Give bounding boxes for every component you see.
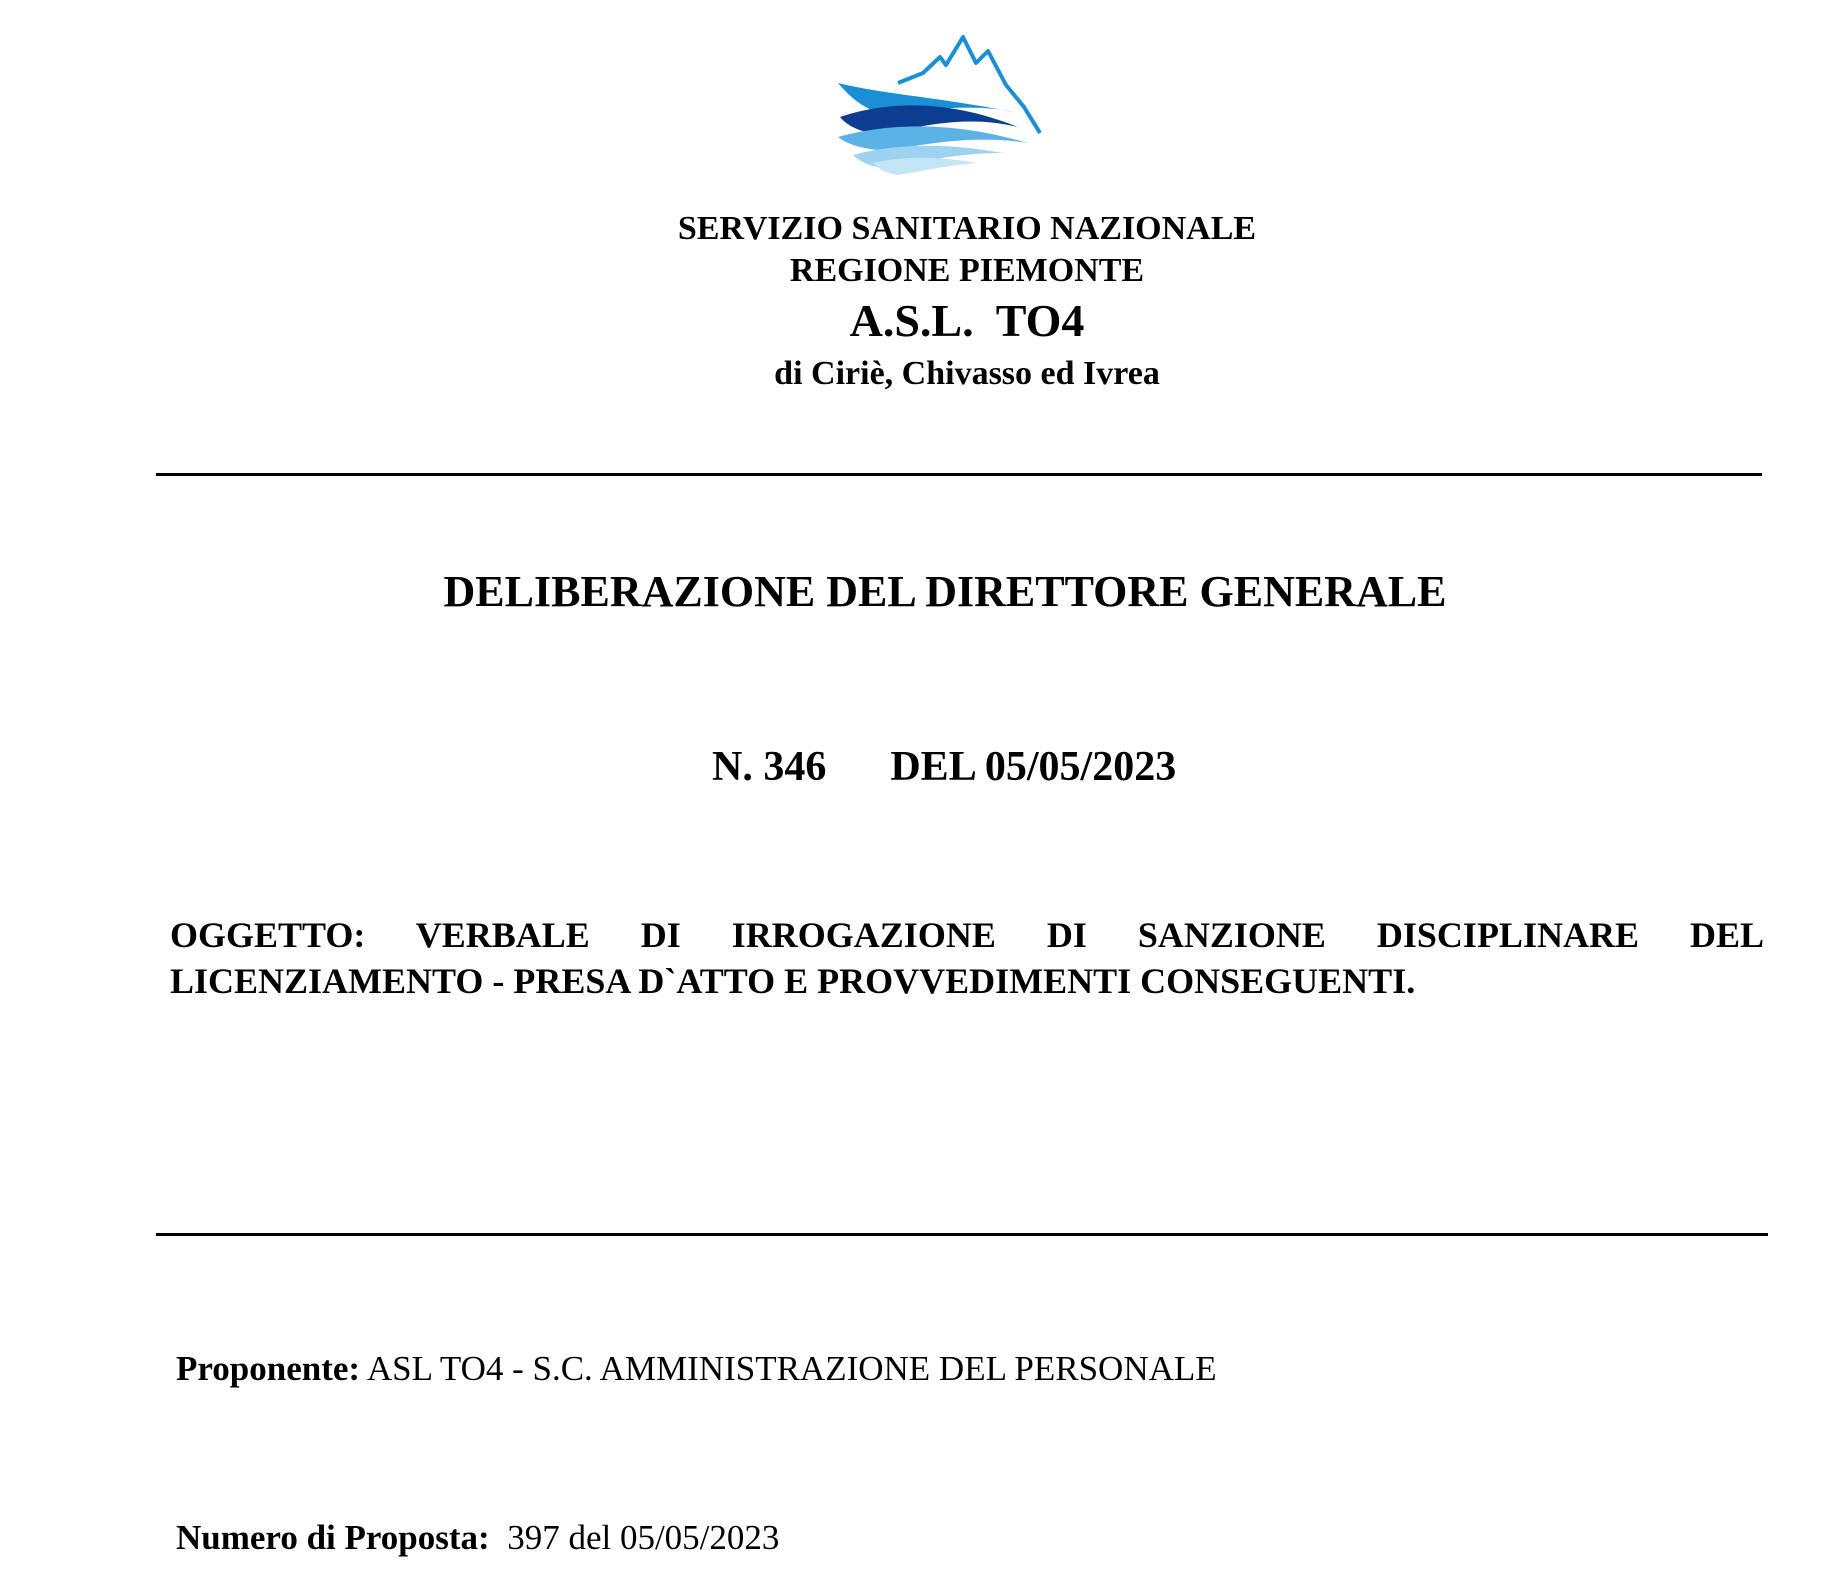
proposta-field	[176, 1518, 779, 1558]
number-value: N. 346	[712, 744, 827, 790]
deliberation-number	[712, 743, 1176, 791]
proponente-field	[176, 1349, 1217, 1389]
subject-text: OGGETTO: VERBALE DI IRROGAZIONE DI SANZIONE DISCIPLINARE DEL LICENZIAMENTO - PRESA D`ATTO E PROVVEDIMENTI CONSEGUENTI.	[170, 915, 1764, 1001]
number-date: DEL 05/05/2023	[890, 744, 1177, 790]
proposta-value: 397 del 05/05/2023	[489, 1518, 780, 1557]
proponente-label: Proponente:	[176, 1349, 361, 1388]
header-location: di Ciriè, Chivasso ed Ivrea	[774, 355, 1160, 392]
header-asl-name: A.S.L. TO4	[849, 295, 1085, 346]
bottom-divider	[156, 1233, 1768, 1236]
top-divider	[156, 473, 1762, 476]
asl-logo-icon	[828, 35, 1078, 175]
header-line-1: SERVIZIO SANITARIO NAZIONALE	[677, 210, 1257, 247]
document-title: DELIBERAZIONE DEL DIRETTORE GENERALE	[443, 567, 1447, 616]
header-line-2: REGIONE PIEMONTE	[789, 252, 1145, 289]
proposta-label: Numero di Proposta:	[176, 1518, 490, 1557]
proponente-value: ASL TO4 - S.C. AMMINISTRAZIONE DEL PERSONALE	[360, 1349, 1217, 1388]
